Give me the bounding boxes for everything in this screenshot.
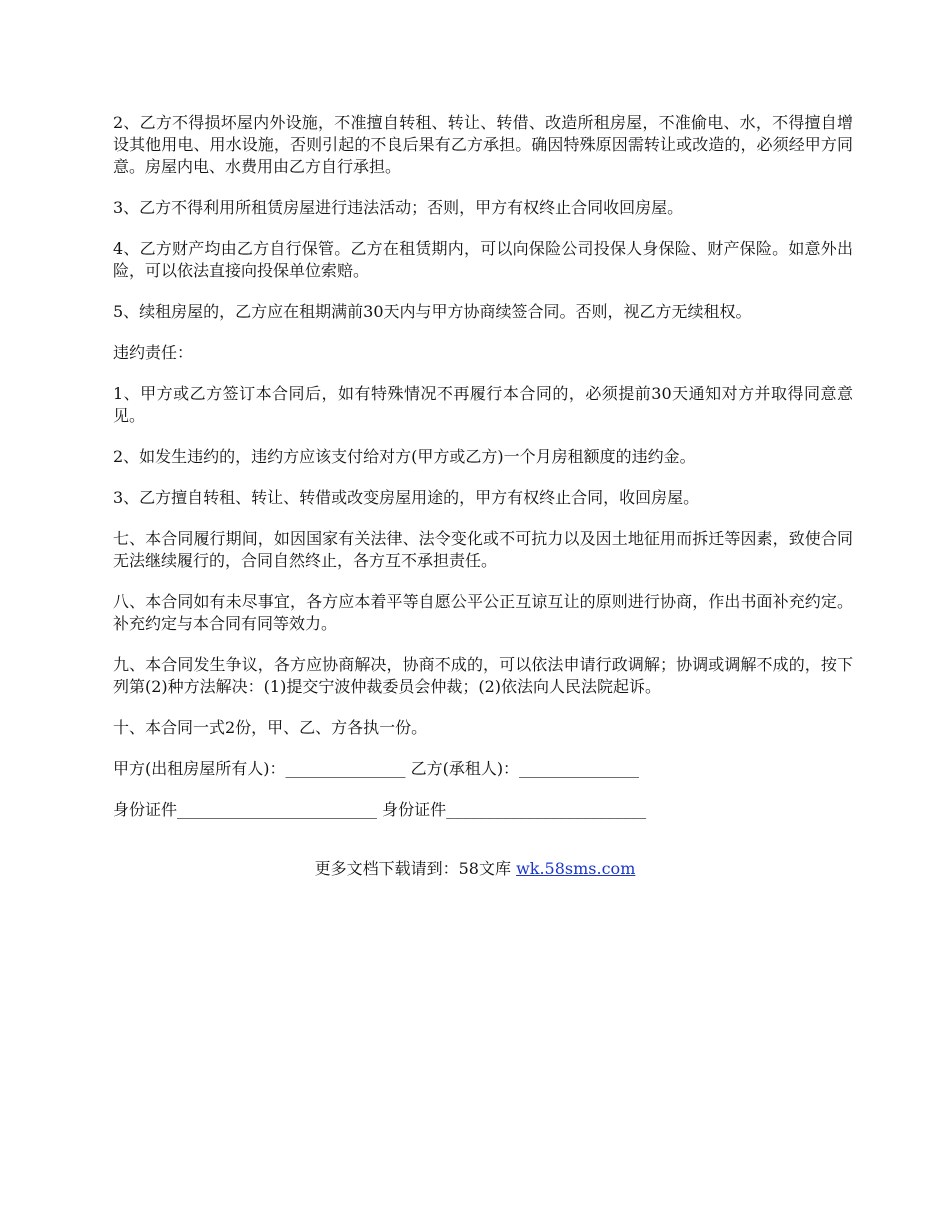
signature-parties: 甲方(出租房屋所有人)：_______________ 乙方(承租人)：_______________ (113, 759, 640, 778)
breach-clause-3: 3、乙方擅自转租、转让、转借或改变房屋用途的，甲方有权终止合同，收回房屋。 (113, 488, 700, 507)
clause-5-renewal: 5、续租房屋的，乙方应在租期满前30天内与甲方协商续签合同。否则，视乙方无续租权。 (113, 302, 752, 321)
footer-text: 更多文档下载请到：58文库 (314, 859, 517, 878)
footer-link[interactable]: wk.58sms.com (516, 859, 636, 878)
contract-page (113, 112, 853, 840)
clause-4-property: 4、乙方财产均由乙方自行保管。乙方在租赁期内，可以向保险公司投保人身保险、财产保险。如意外出险，可以依法直接向投保单位索赔。 (113, 239, 853, 280)
breach-clause-2: 2、如发生违约的，违约方应该支付给对方(甲方或乙方)一个月房租额度的违约金。 (113, 447, 696, 466)
download-footer (0, 858, 950, 880)
breach-clause-1: 1、甲方或乙方签订本合同后，如有特殊情况不再履行本合同的，必须提前30天通知对方并取得同意意见。 (113, 384, 853, 425)
article-8: 八、本合同如有未尽事宜，各方应本着平等自愿公平公正互谅互让的原则进行协商，作出书面补充约定。补充约定与本合同有同等效力。 (113, 592, 853, 633)
article-10: 十、本合同一式2份，甲、乙、方各执一份。 (113, 718, 428, 737)
clause-2-facilities: 2、乙方不得损坏屋内外设施，不准擅自转租、转让、转借、改造所租房屋，不准偷电、水，不得擅自增设其他用电、用水设施，否则引起的不良后果有乙方承担。确因特殊原因需转让或改造的，必须经甲方同意。房屋内电、水费用由乙方自行承担。 (113, 113, 853, 176)
article-7: 七、本合同履行期间，如因国家有关法律、法令变化或不可抗力以及因土地征用而拆迁等因素，致使合同无法继续履行的，合同自然终止，各方互不承担责任。 (113, 529, 853, 570)
breach-heading: 违约责任： (113, 343, 194, 362)
article-9: 九、本合同发生争议，各方应协商解决，协商不成的，可以依法申请行政调解；协调或调解不成的，按下列第(2)种方法解决：(1)提交宁波仲裁委员会仲裁；(2)依法向人民法院起诉。 (113, 655, 853, 696)
signature-id-cards: 身份证件_________________________ 身份证件_________________________ (113, 800, 647, 819)
clause-3-illegal-activity: 3、乙方不得利用所租赁房屋进行违法活动；否则，甲方有权终止合同收回房屋。 (113, 198, 684, 217)
